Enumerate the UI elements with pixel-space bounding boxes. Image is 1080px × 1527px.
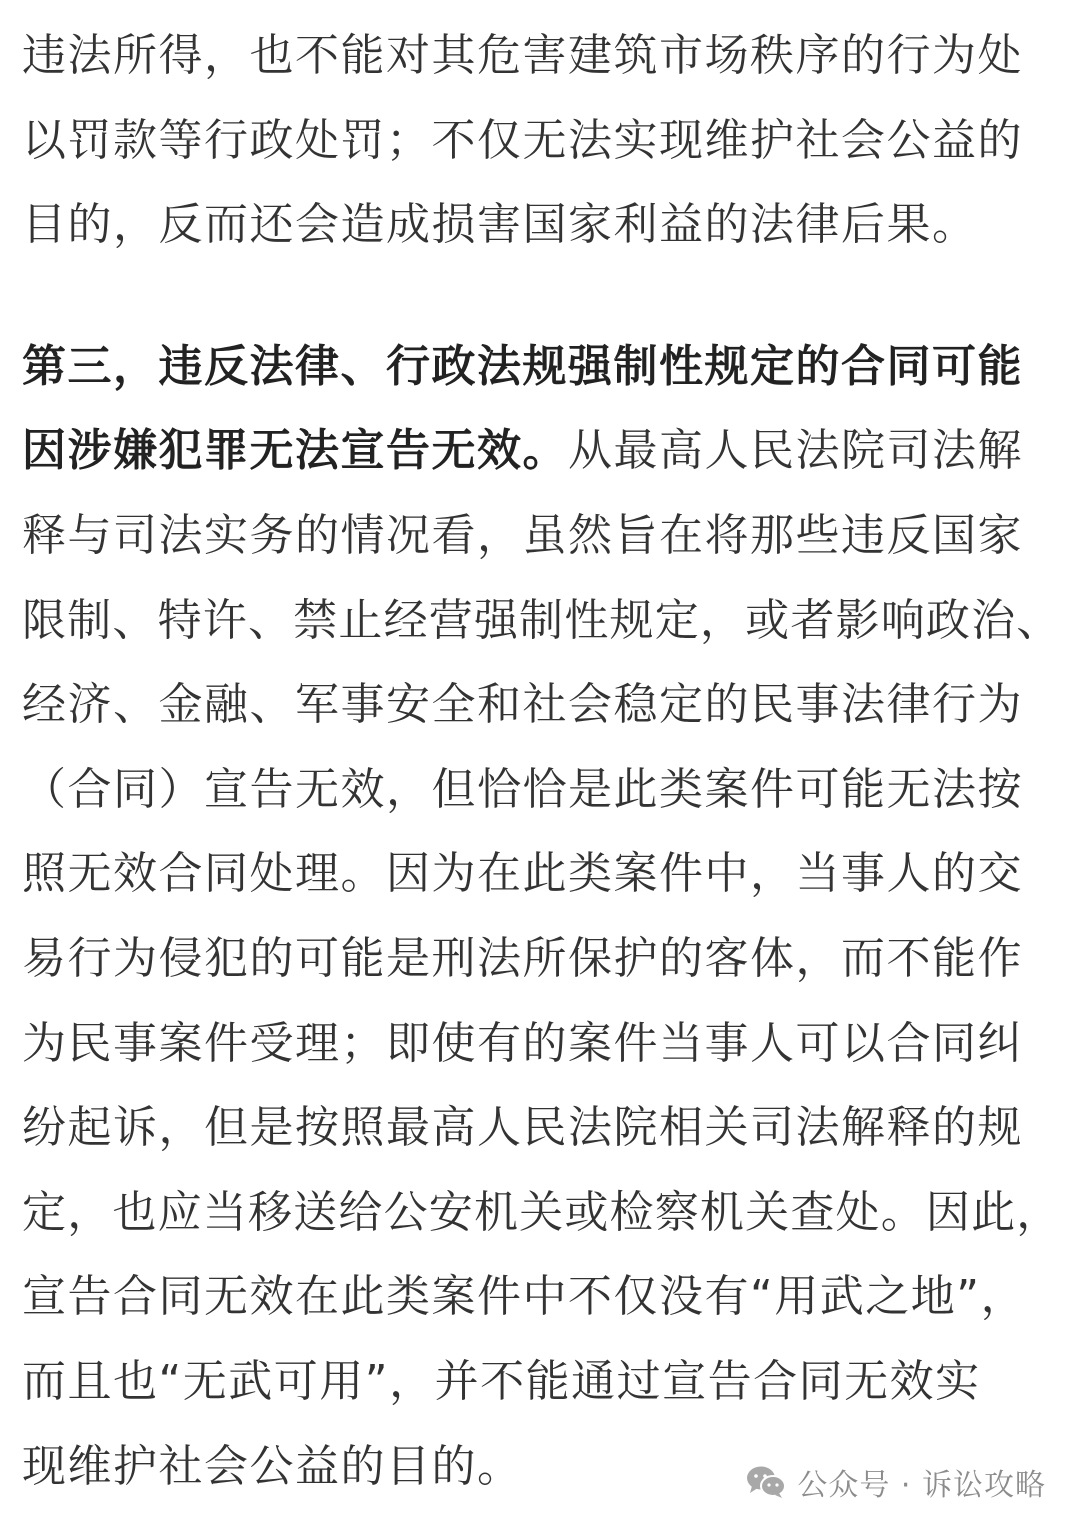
bold-heading-tail: 因涉嫌犯罪无法宣告无效。	[22, 425, 568, 477]
text-segment: 从最高人民法院司法解	[568, 425, 1023, 477]
paragraph-2	[22, 325, 1062, 1509]
text-line: 以罚款等行政处罚；不仅无法实现维护社会公益的	[22, 114, 1023, 166]
bold-heading-line: 第三，违反法律、行政法规强制性规定的合同可能	[22, 340, 1023, 392]
text-line: 宣告合同无效在此类案件中不仅没有“用武之地”，	[22, 1271, 1027, 1323]
text-line: 限制、特许、禁止经营强制性规定，或者影响政治、	[22, 594, 1062, 646]
wechat-icon	[745, 1464, 787, 1500]
text-line: 而且也“无武可用”，并不能通过宣告合同无效实	[22, 1355, 981, 1407]
text-line: 经济、金融、军事安全和社会稳定的民事法律行为	[22, 679, 1023, 731]
text-line: 定，也应当移送给公安机关或检察机关查处。因此，	[22, 1186, 1062, 1238]
watermark	[745, 1458, 1046, 1506]
text-line: 现维护社会公益的目的。	[22, 1440, 523, 1492]
text-line: 目的，反而还会造成损害国家利益的法律后果。	[22, 199, 978, 251]
text-line: 违法所得，也不能对其危害建筑市场秩序的行为处	[22, 30, 1023, 81]
text-line: 释与司法实务的情况看，虽然旨在将那些违反国家	[22, 509, 1023, 561]
article-body	[22, 0, 1062, 1509]
text-line: 易行为侵犯的可能是刑法所保护的客体，而不能作	[22, 932, 1023, 984]
text-line: 照无效合同处理。因为在此类案件中，当事人的交	[22, 848, 1023, 900]
paragraph-1	[22, 0, 1062, 268]
watermark-text: 公众号 · 诉讼攻略	[797, 1468, 1046, 1503]
text-line: （合同）宣告无效，但恰恰是此类案件可能无法按	[22, 763, 1023, 815]
text-line-mixed	[22, 409, 1062, 494]
text-line: 为民事案件受理；即使有的案件当事人可以合同纠	[22, 1017, 1023, 1069]
text-line: 纷起诉，但是按照最高人民法院相关司法解释的规	[22, 1102, 1023, 1154]
